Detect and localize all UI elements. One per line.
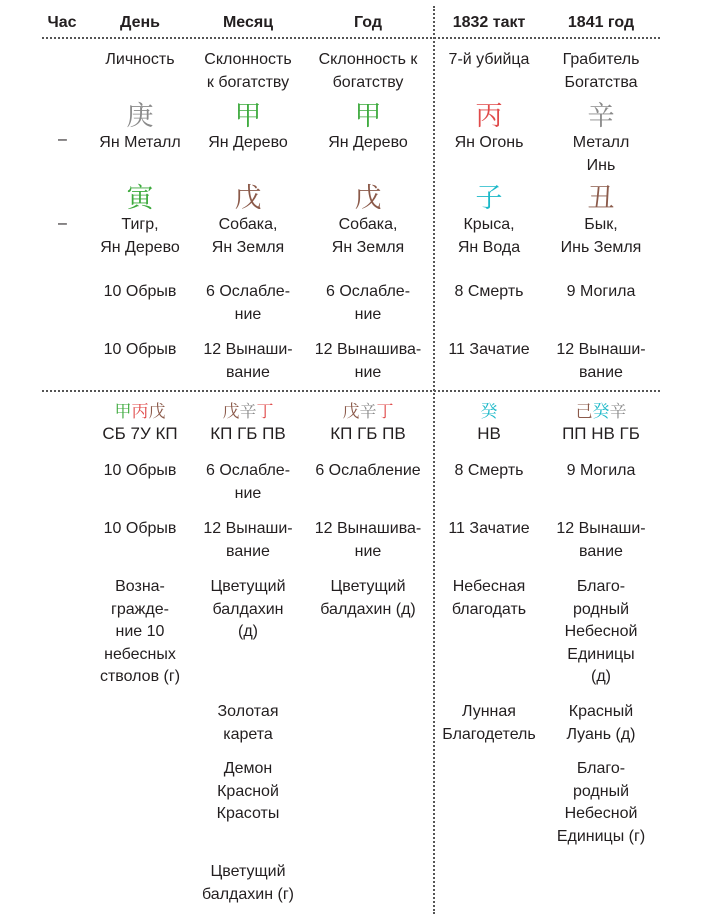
star-month-2: Золотая карета <box>217 703 279 743</box>
stem-month-glyph: 甲 <box>234 101 262 132</box>
star-year2-3: Благо- родный Небесной Единицы (г) <box>556 760 646 845</box>
hidden-step-text: НВ <box>477 424 501 443</box>
stage2-step: 11 Зачатие <box>448 341 530 358</box>
hidden-day <box>95 401 185 445</box>
stage2-day: 10 Обрыв <box>103 341 177 358</box>
personality-day: Личность <box>105 51 175 68</box>
stem-year-glyph: 甲 <box>354 101 382 132</box>
section-divider <box>42 390 660 392</box>
stage4-month: 12 Вынаши- вание <box>203 520 293 560</box>
branch-day-glyph: 寅 <box>126 183 154 214</box>
stage4-year: 12 Вынашива- ние <box>314 520 422 560</box>
branch-month-label: Собака, Ян Земля <box>211 216 285 256</box>
star-day-1: Возна- гражде- ние 10 небесных стволов (г) <box>99 578 181 685</box>
stage3-month: 6 Ослабле- ние <box>205 462 291 502</box>
hidden-year2 <box>550 401 652 445</box>
header-year2: 1841 год <box>567 14 635 31</box>
hidden-year2-glyphs <box>550 401 652 423</box>
hidden-day-glyph-3: 戊 <box>148 402 166 422</box>
stem-year-label: Ян Дерево <box>328 134 408 151</box>
stage2-month: 12 Вынаши- вание <box>203 341 293 381</box>
star-year2-2: Красный Луань (д) <box>566 703 636 743</box>
header-hour: Час <box>47 14 77 31</box>
star-month-4: Цветущий балдахин (г) <box>202 863 294 903</box>
stem-year2-label: Металл Инь <box>572 134 630 174</box>
personality-month: Склонность к богатству <box>204 51 292 91</box>
hidden-year2-text: ПП НВ ГБ <box>562 424 640 443</box>
branch-year2-label: Бык, Инь Земля <box>560 216 642 256</box>
stage1-day: 10 Обрыв <box>103 283 177 300</box>
star-step-2: Лунная Благодетель <box>442 703 536 743</box>
hidden-year2-glyph-3: 辛 <box>609 402 627 422</box>
hidden-day-glyph-1: 甲 <box>114 402 132 422</box>
stage4-year2: 12 Вынаши- вание <box>556 520 646 560</box>
hidden-day-glyphs <box>95 401 185 423</box>
stage3-step: 8 Смерть <box>454 462 524 479</box>
hidden-year2-glyph-1: 己 <box>575 402 593 422</box>
header-divider <box>42 37 660 39</box>
stage2-year: 12 Вынашива- ние <box>314 341 422 381</box>
branch-step-glyph: 子 <box>475 183 503 214</box>
hidden-month <box>196 401 300 445</box>
star-step-1: Небесная благодать <box>451 578 527 618</box>
stage4-day: 10 Обрыв <box>103 520 177 537</box>
hidden-year-text: КП ГБ ПВ <box>330 424 406 443</box>
stem-day-glyph: 庚 <box>126 101 154 132</box>
branch-year2-glyph: 丑 <box>587 183 615 214</box>
hidden-year <box>312 401 424 445</box>
branch-year-glyph: 戊 <box>354 183 382 214</box>
hidden-month-glyph-1: 戊 <box>222 402 240 422</box>
hidden-day-glyph-2: 丙 <box>131 402 149 422</box>
stage3-day: 10 Обрыв <box>103 462 177 479</box>
stage1-month: 6 Ослабле- ние <box>205 283 291 323</box>
hidden-year-glyph-3: 丁 <box>376 402 394 422</box>
hidden-year-glyph-1: 戊 <box>342 402 360 422</box>
stage1-step: 8 Смерть <box>454 283 524 300</box>
branch-hour-dash: – <box>58 215 67 232</box>
stage3-year: 6 Ослабление <box>315 462 421 479</box>
star-year-1: Цветущий балдахин (д) <box>320 578 416 618</box>
header-step: 1832 такт <box>452 14 526 31</box>
personality-year2: Грабитель Богатства <box>562 51 640 91</box>
personality-step: 7-й убийца <box>448 51 530 68</box>
hidden-step-glyph-1: 癸 <box>480 402 498 422</box>
stage2-year2: 12 Вынаши- вание <box>556 341 646 381</box>
stem-day-label: Ян Металл <box>99 134 181 151</box>
stem-year2-glyph: 辛 <box>587 101 615 132</box>
branch-year-label: Собака, Ян Земля <box>331 216 405 256</box>
stage3-year2: 9 Могила <box>566 462 636 479</box>
column-divider <box>433 6 435 914</box>
stem-month-label: Ян Дерево <box>208 134 288 151</box>
branch-month-glyph: 戊 <box>234 183 262 214</box>
hidden-month-glyph-2: 辛 <box>239 402 257 422</box>
star-year2-1: Благо- родный Небесной Единицы (д) <box>564 578 638 685</box>
star-month-3: Демон Красной Красоты <box>216 760 280 822</box>
hidden-month-text: КП ГБ ПВ <box>210 424 286 443</box>
hidden-step-glyphs <box>440 401 538 423</box>
hidden-day-text: СБ 7У КП <box>102 424 178 443</box>
star-month-1: Цветущий балдахин (д) <box>210 578 286 640</box>
hidden-year-glyphs <box>312 401 424 423</box>
hidden-year-glyph-2: 辛 <box>359 402 377 422</box>
stage1-year: 6 Ослабле- ние <box>325 283 411 323</box>
hidden-step <box>440 401 538 445</box>
hidden-month-glyph-3: 丁 <box>256 402 274 422</box>
stem-hour-dash: – <box>58 131 67 148</box>
header-month: Месяц <box>222 14 274 31</box>
stem-step-glyph: 丙 <box>475 101 503 132</box>
stem-step-label: Ян Огонь <box>454 134 524 151</box>
header-day: День <box>120 14 160 31</box>
branch-step-label: Крыса, Ян Вода <box>457 216 521 256</box>
personality-year: Склонность к богатству <box>318 51 418 91</box>
header-year: Год <box>354 14 382 31</box>
stage1-year2: 9 Могила <box>566 283 636 300</box>
hidden-year2-glyph-2: 癸 <box>592 402 610 422</box>
stage4-step: 11 Зачатие <box>448 520 530 537</box>
branch-day-label: Тигр, Ян Дерево <box>100 216 180 256</box>
hidden-month-glyphs <box>196 401 300 423</box>
